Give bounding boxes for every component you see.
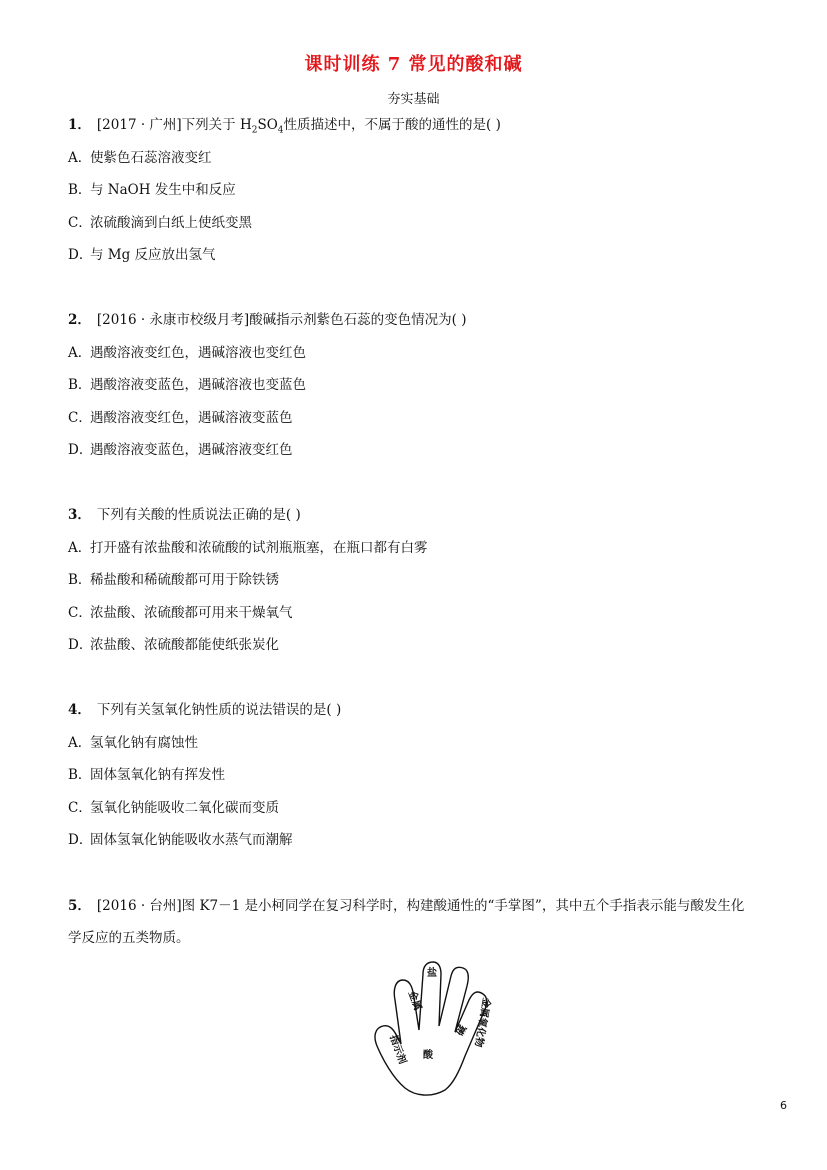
hand-finger-metal: 金属: [405, 989, 423, 1013]
question-1-option-a: A．使紫色石蕊溶液变红: [68, 150, 212, 166]
question-2-option-d: D．遇酸溶液变蓝色，遇碱溶液变红色: [68, 442, 293, 458]
question-number: 1．: [68, 117, 91, 133]
hand-finger-indicator: 指示剂: [387, 1033, 408, 1066]
page-title: 课时训练 7 常见的酸和碱: [304, 54, 523, 75]
question-number: 5．: [68, 898, 91, 914]
question-1-option-c: C．浓硫酸滴到白纸上使纸变黑: [68, 215, 252, 231]
question-number: 3．: [68, 507, 91, 523]
question-4-option-d: D．固体氢氧化钠能吸收水蒸气而潮解: [68, 832, 293, 848]
question-2-option-a: A．遇酸溶液变红色，遇碱溶液也变红色: [68, 345, 306, 361]
question-2-option-b: B．遇酸溶液变蓝色，遇碱溶液也变蓝色: [68, 377, 306, 393]
question-number: 4．: [68, 702, 91, 718]
question-2-option-c: C．遇酸溶液变红色，遇碱溶液变蓝色: [68, 410, 293, 426]
question-5-stem: 5． [2016 · 台州]图 K7－1 是小柯同学在复习科学时，构建酸通性的“手掌图”，其中五个手指表示能与酸发生化: [68, 898, 745, 914]
question-5-stem-continued: 学反应的五类物质。: [68, 930, 190, 946]
question-3-option-a: A．打开盛有浓盐酸和浓硫酸的试剂瓶瓶塞，在瓶口都有白雾: [68, 540, 428, 556]
question-number: 2．: [68, 312, 91, 328]
question-3-option-c: C．浓盐酸、浓硫酸都可用来干燥氧气: [68, 605, 293, 621]
acid-palm-diagram: [365, 960, 495, 1100]
question-3-option-b: B．稀盐酸和稀硫酸都可用于除铁锈: [68, 572, 279, 588]
question-4-option-c: C．氢氧化钠能吸收二氧化碳而变质: [68, 800, 279, 816]
question-4-option-a: A．氢氧化钠有腐蚀性: [68, 735, 198, 751]
question-1-option-d: D．与 Mg 反应放出氢气: [68, 247, 216, 263]
question-3-stem: 3． 下列有关酸的性质说法正确的是( ): [68, 507, 301, 523]
hand-finger-salt: 盐: [427, 968, 437, 979]
question-2-stem: 2． [2016 · 永康市校级月考]酸碱指示剂紫色石蕊的变色情况为( ): [68, 312, 467, 328]
hand-outline: [375, 962, 487, 1095]
question-3-option-d: D．浓盐酸、浓硫酸都能使纸张炭化: [68, 637, 279, 653]
section-subtitle: 夯实基础: [387, 92, 440, 107]
question-4-option-b: B．固体氢氧化钠有挥发性: [68, 767, 225, 783]
hand-finger-base: 碱: [454, 1023, 470, 1038]
question-1-stem: 1． [2017 · 广州]下列关于 $H_2SO_4$性质描述中，不属于酸的通性的是( ): [68, 117, 501, 136]
question-1-option-b: B．与 NaOH 发生中和反应: [68, 182, 236, 198]
question-4-stem: 4． 下列有关氢氧化钠性质的说法错误的是( ): [68, 702, 342, 718]
hand-finger-metal-oxide: 金属氧化物: [472, 996, 492, 1048]
hand-palm-label: 酸: [423, 1050, 433, 1061]
page-number: 6: [780, 1099, 787, 1112]
